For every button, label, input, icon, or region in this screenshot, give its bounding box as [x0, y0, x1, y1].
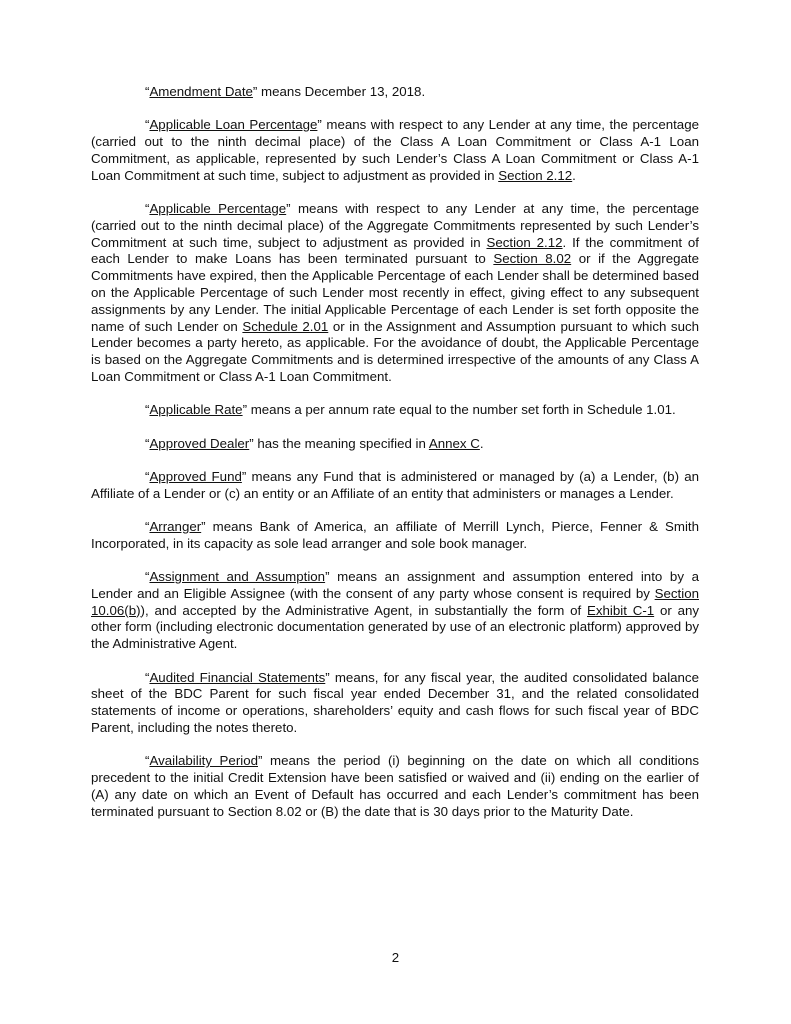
definition-text: .: [479, 435, 484, 451]
defined-term: Applicable Percentage: [149, 200, 287, 216]
definition-text: . If the commitment of each Lender to make Loans has been terminated pursuant to: [91, 234, 699, 267]
definition-text: has the meaning specified in: [253, 435, 429, 451]
definition-approved-fund: “Approved Fund” means any Fund that is administered or managed by (a) a Lender, (b) an Affiliate of a Lender or (c) an entity or an Affiliate of an entity that administers or manages a Lender.: [91, 468, 699, 501]
definition-text: means with respect to any Lender at any time, the percentage (carried out to the ninth decimal place) of the Class A Loan Commitment or Class A-1 Loan Commitment, as applicable, represented by such Lender’s Class A Loan Commitment or Class A-1 Loan Commitment at such time, subject to adjustment as provided in: [91, 117, 699, 183]
definition-text: means with respect to any Lender at any time, the percentage (carried out to the ninth decimal place) of the Aggregate Commitments represented by such Lender’s Commitment at such time, subject to adjustment as provided in: [91, 200, 700, 250]
defined-term: Amendment Date: [149, 84, 253, 99]
defined-term: Arranger: [149, 518, 202, 534]
definition-text: means any Fund that is administered or managed by (a) a Lender, (b) an Affiliate of a Lender or (c) an entity or an Affiliate of an entity that administers or manages a Lender.: [91, 468, 699, 501]
section-reference[interactable]: Section 2.12: [486, 234, 563, 250]
definition-text: means the period (i) beginning on the date on which all conditions precedent to the initial Credit Extension have been satisfied or waived and (ii) ending on the earlier of (A) any date on which an Event of Default has occurred and each Lender’s commitment has been terminated pursuant to Section 8.02 or (B) the date that is 30 days prior to the Maturity Date.: [91, 753, 699, 819]
definition-text: means a per annum rate equal to the number set forth in Schedule 1.01.: [247, 402, 676, 418]
defined-term: Assignment and Assumption: [149, 569, 326, 585]
definition-text: means December 13, 2018.: [257, 84, 426, 99]
definition-availability-period: “Availability Period” means the period (i) beginning on the date on which all conditions precedent to the initial Credit Extension have been satisfied or waived and (ii) ending on the earlier of (A) any date on which an Event of Default has occurred and each Lender’s commitment has been terminated pursuant to Section 8.02 or (B) the date that is 30 days prior to the Maturity Date.: [91, 753, 699, 819]
defined-term: Applicable Rate: [149, 402, 243, 418]
definition-text: means, for any fiscal year, the audited consolidated balance sheet of the BDC Parent for such fiscal year ended December 31, and the related consolidated statements of income or operations, shareholders’ equity and cash flows for such fiscal year of BDC Parent, including the notes thereto.: [91, 669, 699, 735]
section-reference[interactable]: Section 2.12: [498, 167, 573, 183]
definition-text: ), and accepted by the Administrative Agent, in substantially the form of: [140, 602, 588, 618]
definition-text: or any other form (including electronic documentation generated by use of an electronic platform) approved by the Administrative Agent.: [91, 602, 700, 652]
document-page: [91, 84, 699, 837]
section-reference[interactable]: Section 8.02: [493, 251, 572, 267]
definition-text: or if the Aggregate Commitments have expired, then the Applicable Percentage of each Lender shall be determined based on the Applicable Percentage of such Lender most recently in effect, giving effect to any subsequent assignments by any Lender. The initial Applicable Percentage of each Lender is set forth opposite the name of such Lender on: [91, 251, 699, 334]
definition-arranger: “Arranger” means Bank of America, an affiliate of Merrill Lynch, Pierce, Fenner & Smith Incorporated, in its capacity as sole lead arranger and sole book manager.: [91, 518, 699, 551]
defined-term: Applicable Loan Percentage: [149, 117, 318, 133]
defined-term: Approved Dealer: [149, 435, 250, 451]
exhibit-reference[interactable]: Exhibit C-1: [587, 602, 655, 618]
defined-term: Audited Financial Statements: [149, 669, 326, 685]
definition-assignment-and-assumption: “Assignment and Assumption” means an assignment and assumption entered into by a Lender and an Eligible Assignee (with the consent of any party whose consent is required by Section 10.06(b)), and accepted by the Administrative Agent, in substantially the form of Exhibit C-1 or any other form (including electronic documentation generated by use of an electronic platform) approved by the Administrative Agent.: [91, 569, 700, 652]
schedule-reference[interactable]: Schedule 2.01: [242, 318, 329, 334]
page-number: 2: [391, 950, 400, 965]
definition-amendment-date: “Amendment Date” means December 13, 2018.: [145, 84, 426, 99]
annex-reference[interactable]: Annex C: [428, 435, 480, 451]
definition-text: or in the Assignment and Assumption pursuant to which such Lender becomes a party hereto, as applicable. For the avoidance of doubt, the Applicable Percentage is based on the Aggregate Commitments and is determined irrespective of the amounts of any Class A Loan Commitment or Class A-1 Loan Commitment.: [91, 318, 700, 384]
definition-audited-financial-statements: “Audited Financial Statements” means, for any fiscal year, the audited consolidated balance sheet of the BDC Parent for such fiscal year ended December 31, and the related consolidated statements of income or operations, shareholders’ equity and cash flows for such fiscal year of BDC Parent, including the notes thereto.: [91, 669, 699, 735]
defined-term: Availability Period: [149, 753, 258, 769]
definition-text: means Bank of America, an affiliate of Merrill Lynch, Pierce, Fenner & Smith Incorporated, in its capacity as sole lead arranger and sole book manager.: [91, 518, 699, 551]
definition-approved-dealer: “Approved Dealer” has the meaning specified in Annex C.: [145, 435, 484, 451]
definition-text: .: [572, 167, 576, 183]
definition-text: means an assignment and assumption entered into by a Lender and an Eligible Assignee (with the consent of any party whose consent is required by: [91, 569, 699, 601]
definition-applicable-percentage: “Applicable Percentage” means with respect to any Lender at any time, the percentage (carried out to the ninth decimal place) of the Aggregate Commitments represented by such Lender’s Commitment at such time, subject to adjustment as provided in Section 2.12. If the commitment of each Lender to make Loans has been terminated pursuant to Section 8.02 or if the Aggregate Commitments have expired, then the Applicable Percentage of each Lender shall be determined based on the Applicable Percentage of such Lender most recently in effect, giving effect to any subsequent assignments by any Lender. The initial Applicable Percentage of each Lender is set forth opposite the name of such Lender on Schedule 2.01 or in the Assignment and Assumption pursuant to which such Lender becomes a party hereto, as applicable. For the avoidance of doubt, the Applicable Percentage is based on the Aggregate Commitments and is determined irrespective of the amounts of any Class A Loan Commitment or Class A-1 Loan Commitment.: [91, 200, 700, 384]
defined-term: Approved Fund: [149, 468, 242, 484]
definition-applicable-loan-percentage: “Applicable Loan Percentage” means with respect to any Lender at any time, the percentage (carried out to the ninth decimal place) of the Class A Loan Commitment or Class A-1 Loan Commitment, as applicable, represented by such Lender’s Class A Loan Commitment or Class A-1 Loan Commitment at such time, subject to adjustment as provided in Section 2.12.: [91, 117, 699, 183]
section-reference[interactable]: Section 10.06(b): [91, 585, 699, 618]
definition-applicable-rate: “Applicable Rate” means a per annum rate equal to the number set forth in Schedule 1.01.: [145, 402, 676, 418]
